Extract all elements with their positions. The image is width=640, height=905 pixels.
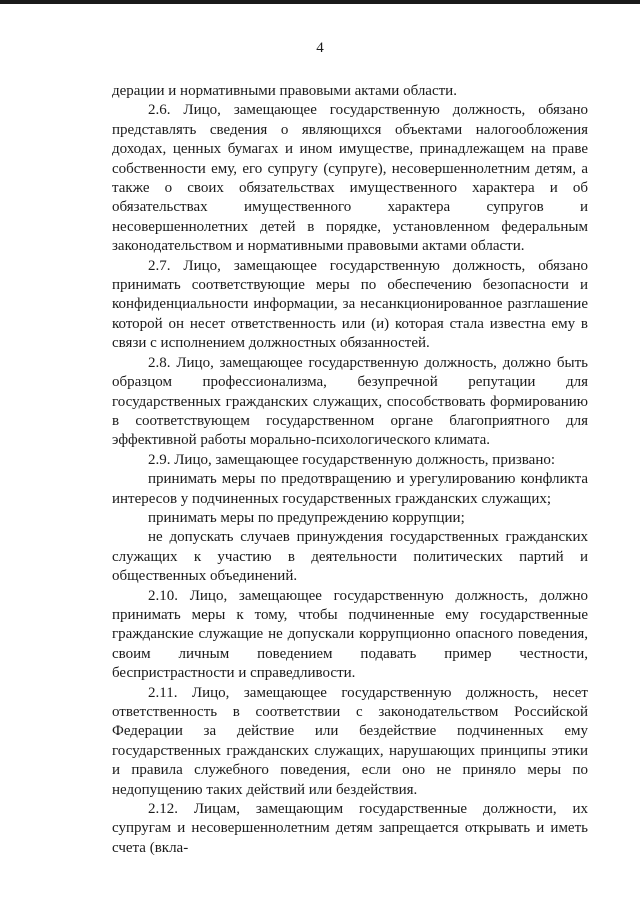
document-body bbox=[112, 82, 588, 858]
paragraph-2-6: 2.6. Лицо, замещающее государственную должность, обязано представлять сведения о являющихся объектами налогообложения доходах, ценных бумагах и ином имуществе, принадлежащем на праве собственности ему, его супругу (супруге), несовершеннолетним детям, а также о своих обязательствах имущественного характера и об обязательствах имущественного характера супругов и несовершеннолетних детей в порядке, установленном федеральным законодательством и нормативными правовыми актами области. bbox=[112, 102, 588, 255]
paragraph-continuation: дерации и нормативными правовыми актами области. bbox=[112, 83, 457, 99]
page-number: 4 bbox=[316, 40, 324, 56]
paragraph-2-9: 2.9. Лицо, замещающее государственную должность, призвано: bbox=[148, 451, 556, 468]
paragraph-2-7: 2.7. Лицо, замещающее государственную должность, обязано принимать соответствующие меры по обеспечению безопасности и конфиденциальности информации, за несанкционированное разглашение которой он несет ответственность или (и) которая стала известна ему в связи с исполнением должностных обязанностей. bbox=[112, 257, 588, 352]
paragraph-2-9-item-2: принимать меры по предупреждению коррупции; bbox=[148, 509, 465, 526]
top-rule bbox=[0, 0, 640, 4]
paragraph-2-9-item-1: принимать меры по предотвращению и урегулированию конфликта интересов у подчиненных государственных гражданских служащих; bbox=[112, 471, 588, 507]
paragraph-2-8: 2.8. Лицо, замещающее государственную должность, должно быть образцом профессионализма, безупречной репутации для государственных гражданских служащих, способствовать формированию в соответствующем государственном органе благоприятного для эффективной работы морально-психологического климата. bbox=[112, 354, 588, 449]
paragraph-2-9-item-3: не допускать случаев принуждения государственных гражданских служащих к участию в деятельности политических партий и общественных объединений. bbox=[112, 529, 588, 585]
paragraph-2-10: 2.10. Лицо, замещающее государственную должность, должно принимать меры к тому, чтобы подчиненные ему государственные гражданские служащие не допускали коррупционно опасного поведения, своим личным поведением подавать пример честности, беспристрастности и справедливости. bbox=[112, 587, 588, 682]
paragraph-2-12: 2.12. Лицам, замещающим государственные должности, их супругам и несовершеннолетним детям запрещается открывать и иметь счета (вкла- bbox=[112, 801, 588, 856]
paragraph-2-11: 2.11. Лицо, замещающее государственную должность, несет ответственность в соответствии с законодательством Российской Федерации за действие или бездействие подчиненных ему государственных гражданских служащих, нарушающих принципы этики и правила служебного поведения, если оно не приняло меры по недопущению таких действий или бездействия. bbox=[112, 684, 588, 798]
